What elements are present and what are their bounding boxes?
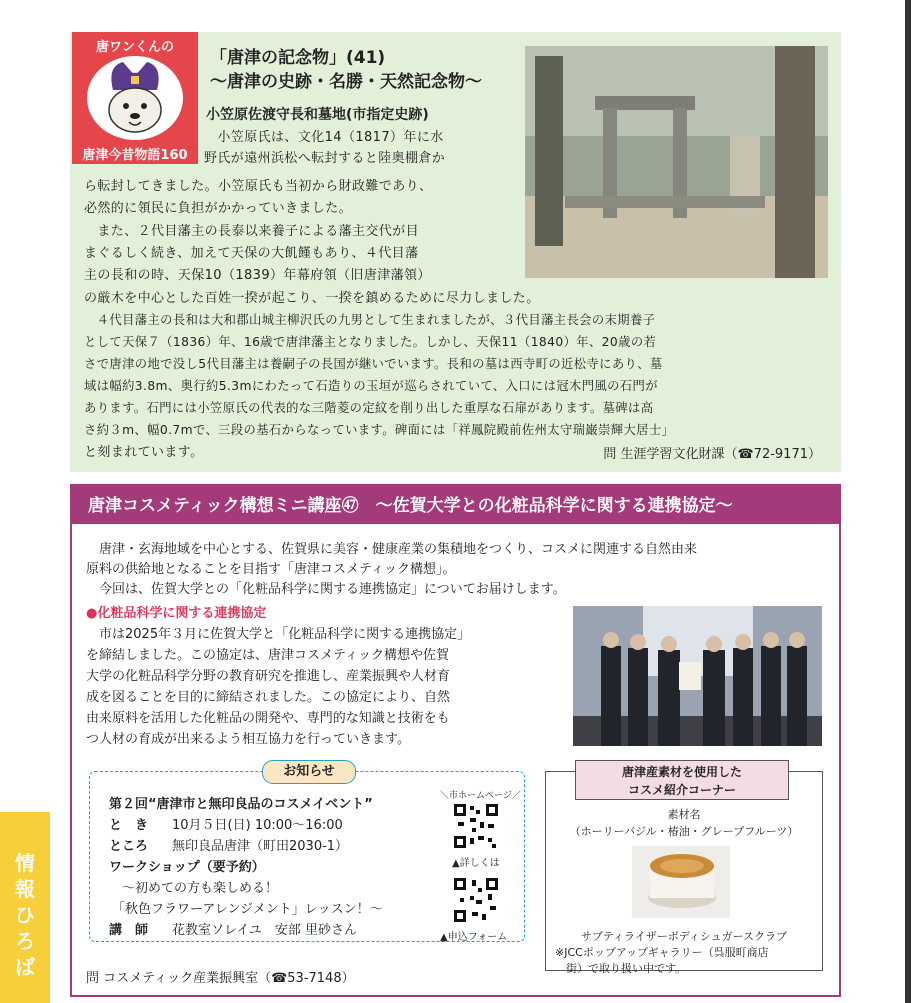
workshop-line: ～初めての方も楽しめる！ <box>109 881 279 896</box>
agreement-line: を締結しました。この協定は、唐津コスメティック構想や佐賀 <box>86 648 449 663</box>
qr-code-application-form[interactable] <box>452 876 500 924</box>
body-line: として天保７（1836）年、16歳で唐津藩主となりました。しかし、天保11（1840）年、20歳の若 <box>84 335 657 349</box>
agreement-line: 市は2025年３月に佐賀大学と「化粧品科学に関する連携協定」 <box>86 627 471 642</box>
page-edge <box>905 0 911 1003</box>
banner-title: 唐津コスメティック構想ミニ講座㊼ ～佐賀大学との化粧品科学に関する連携協定～ <box>88 496 733 516</box>
mascot-badge <box>72 32 198 164</box>
event-title: 第２回“唐津市と無印良品のコスメイベント” <box>109 797 373 812</box>
intro-line: 今回は、佐賀大学との「化粧品科学に関する連携協定」についてお届けします。 <box>86 582 566 597</box>
product-note: 街）で取り扱い中です。 <box>566 962 687 975</box>
agreement-line: 成を図ることを目的に締結されました。この協定により、自然 <box>86 690 451 705</box>
event-date: 10月５日(日) 10:00～16:00 <box>172 818 343 833</box>
qr-form-label: ▲申込フォーム <box>440 932 508 943</box>
body-line: さで唐津の地で没し5代目藩主は養嗣子の長国が継いでいます。長和の墓は西寺町の近松寺にあり、墓 <box>84 357 663 371</box>
cosmetic-corner-label <box>575 760 789 800</box>
product-name: サブティライザーボディシュガースクラブ <box>580 930 788 943</box>
corner-label-line1: 唐津産素材を使用した <box>621 765 742 779</box>
lecturer-name: 花教室ソレイユ 安部 里砂さん <box>172 923 357 938</box>
mascot-badge-top-label: 唐ワンくんの <box>95 40 174 55</box>
grave-site-photo <box>525 46 828 278</box>
date-label: と き <box>109 818 149 833</box>
scrub-product-photo <box>632 846 730 918</box>
agreement-line: 大学の化粧品科学分野の教育研究を推進し、産業振興や人材育 <box>86 669 451 684</box>
body-line: ら転封してきました。小笠原氏も当初から財政難であり、 <box>84 179 433 194</box>
product-note: ※JCCポップアップギャラリー（呉服町商店 <box>555 946 769 959</box>
qr-homepage-caption: ＼市ホームページ／ <box>440 791 521 801</box>
side-tab-label: 情報ひろば <box>15 851 35 979</box>
body-line: と刻まれています。 <box>84 445 204 460</box>
body-line: 域は幅約3.8m、奥行約5.3mにわたって石造りの玉垣が巡らされていて、入口には冠木門風の石門が <box>84 379 658 393</box>
mascot-badge-bottom-label: 唐津今昔物語160 <box>82 148 188 163</box>
body-line: 野氏が遠州浜松へ転封すると陸奥棚倉か <box>204 151 446 166</box>
material-list: （ホーリーバジル・椿油・グレープフルーツ） <box>569 825 799 838</box>
body-line: 必然的に領民に負担がかかっていきました。 <box>84 201 353 216</box>
body-line: の厳木を中心とした百姓一揆が起こり、一揆を鎮めるために尽力しました。 <box>84 291 540 306</box>
event-place: 無印良品唐津（町田2030-1） <box>172 839 349 854</box>
body-line: さ約３m、幅0.7mで、三段の基石からなっています。碑面には「祥鳳院殿前佐州太守瑞巌崇輝大居士」 <box>84 423 675 437</box>
agreement-heading: ●化粧品科学に関する連携協定 <box>86 606 267 621</box>
lecturer-label: 講 師 <box>109 923 149 938</box>
workshop-line: 「秋色フラワーアレンジメント」レッスン！～ <box>112 902 383 917</box>
workshop-heading: ワークショップ（要予約） <box>109 860 265 875</box>
signing-ceremony-photo <box>573 606 822 746</box>
qr-code-homepage[interactable] <box>452 802 500 850</box>
body-line: まぐるしく続き、加えて天保の大飢饉もあり、４代目藩 <box>84 246 419 261</box>
qr-homepage-label: ▲詳しくは <box>452 858 500 869</box>
body-line: あります。石門には小笠原氏の代表的な三階菱の定紋を削り出した重厚な石扉があります。墓碑は高 <box>84 401 654 415</box>
corner-label-line2: コスメ紹介コーナー <box>627 783 736 797</box>
article-title: 「唐津の記念物」(41) <box>210 48 386 68</box>
cosmetic-contact-credit: 問 コスメティック産業振興室（☎53-7148） <box>86 971 355 986</box>
material-title: 素材名 <box>667 808 701 821</box>
agreement-line: 由来原料を活用した化粧品の開発や、専門的な知識と技術をも <box>86 711 450 726</box>
contact-credit: 問 生涯学習文化財課（☎72-9171） <box>603 447 821 462</box>
place-label: ところ <box>109 839 149 854</box>
article-subtitle-series: ～唐津の史跡・名勝・天然記念物～ <box>210 72 482 92</box>
body-line: 小笠原氏は、文化14（1817）年に水 <box>204 130 444 145</box>
mascot-illustration <box>87 56 183 140</box>
notice-label: お知らせ <box>262 760 356 784</box>
body-line: ４代目藩主の長和は大和郡山城主柳沢氏の九男として生まれましたが、３代目藩主長会の末期養子 <box>84 313 656 327</box>
agreement-line: つ人材の育成が出来るよう相互協力を行っていきます。 <box>86 732 410 747</box>
body-line: また、２代目藩主の長泰以来養子による藩主交代が目 <box>84 224 420 239</box>
intro-line: 原料の供給地となることを目指す「唐津コスメティック構想」。 <box>86 562 456 577</box>
site-heading: 小笠原佐渡守長和墓地(市指定史跡) <box>206 107 429 123</box>
intro-line: 唐津・玄海地域を中心とする、佐賀県に美容・健康産業の集積地をつくり、コスメに関連する自然由来 <box>86 542 698 557</box>
body-line: 主の長和の時、天保10（1839）年幕府領（旧唐津藩領） <box>84 268 431 283</box>
